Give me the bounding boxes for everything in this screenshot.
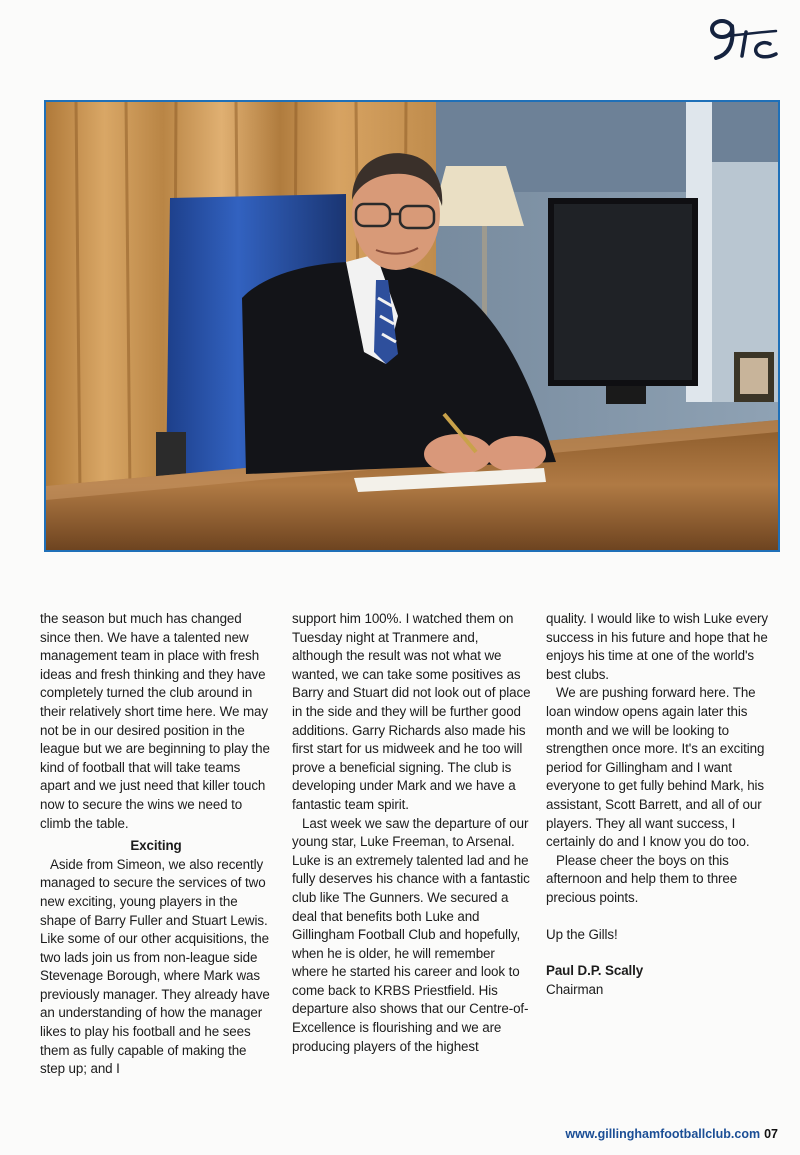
article-paragraph: Please cheer the boys on this afternoon and help them to three precious points. (546, 852, 738, 905)
article-column-3 (546, 610, 778, 999)
article-paragraph: Aside from Simeon, we also recently managed to secure the services of two new exciting, young players in the shape of Barry Fuller and Stuart Lewis. Like some of our other acquisitions, the two lads join us from non-league side Stevenage Borough, where Mark was previously manager. They already have an understanding of how the manager likes to play his football and he sees them as fully capable of making the step up; and I (40, 856, 270, 1077)
club-logo (706, 12, 780, 64)
signature-title: Chairman (546, 981, 604, 997)
article-paragraph: support him 100%. I watched them on Tuesday night at Tranmere and, although the result was not what we wanted, we can take some positives as Barry and Stuart did not look out of place in the side and they will be further good additions. Garry Richards also made his first start for us midweek and he too will prove a beneficial signing. The club is developing under Mark and we have a fantastic team spirit. (292, 611, 531, 812)
article-column-1 (40, 610, 272, 1079)
article-paragraph: quality. I would like to wish Luke every success in his future and hope that he enjoys his time at one of the world's best clubs. (546, 611, 769, 682)
page-footer (565, 1127, 778, 1141)
section-heading: Exciting (130, 838, 182, 854)
article-paragraph: We are pushing forward here. The loan window opens again later this month and we will be looking to strengthen once more. It's an exciting period for Gillingham and I want everyone to get fully behind Mark, his assistant, Scott Barrett, and all of our players. They all want success, I certainly do and I know you do too. (546, 685, 765, 850)
footer-url[interactable]: www.gillinghamfootballclub.com (565, 1127, 761, 1141)
article-column-2 (292, 610, 532, 1056)
article-paragraph: Last week we saw the departure of our young star, Luke Freeman, to Arsenal. Luke is an extremely talented lad and he fully deserves his chance with a fantastic club like The Gunners. We secured a deal that benefits both Luke and Gillingham Football Club and hopefully, when he is older, he will remember where he started his career and look to come back to KRBS Priestfield. His departure also shows that our Centre-of-Excellence is flourishing and we are producing players of the highest (292, 815, 530, 1054)
page-number: 07 (764, 1127, 778, 1141)
signature-name: Paul D.P. Scally (546, 963, 644, 979)
chairman-photo (44, 100, 780, 552)
signoff: Up the Gills! (546, 926, 618, 942)
article-paragraph: the season but much has changed since then. We have a talented new management team in place with fresh ideas and fresh thinking and they have completely turned the club around in their relatively short time here. We may not be in our desired position in the league but we are beginning to play the kind of football that will take teams apart and we just need that killer touch now to secure the wins we need to climb the table. (40, 611, 270, 831)
